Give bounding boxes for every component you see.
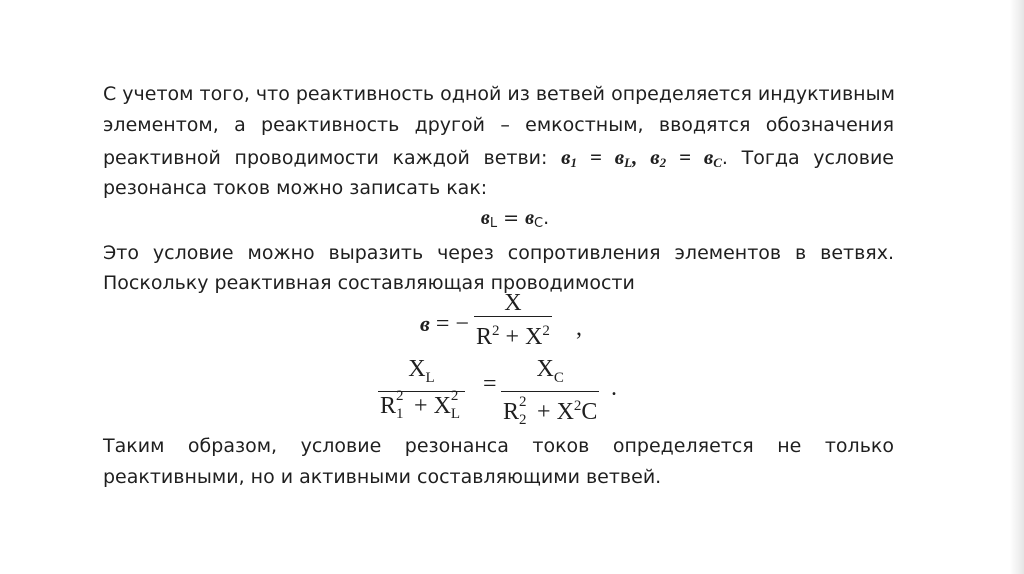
plus: + xyxy=(531,399,557,425)
paragraph-3-line-1: Таким образом, условие резонанса токов определяется не только xyxy=(103,435,894,457)
x-letter: X xyxy=(536,356,554,382)
equation-2-comma: , xyxy=(576,315,582,341)
b-letter: в xyxy=(703,145,714,169)
fraction-denominator xyxy=(378,388,465,422)
line-3-text-start: реактивной проводимости каждой ветви: xyxy=(103,147,562,169)
subscript-C: C xyxy=(534,216,544,231)
subscript-C: C xyxy=(553,370,564,386)
paragraph-1-line-4: резонанса токов можно записать как: xyxy=(103,177,488,199)
paragraph-1-line-1: С учетом того, что реактивность одной из ветвей определяется индуктивным xyxy=(103,83,895,105)
equation-3-equals: = xyxy=(483,371,497,397)
superscript-2: 2 xyxy=(492,323,500,339)
paragraph-2-line-2: Поскольку реактивная составляющая проводимости xyxy=(103,272,635,294)
line-3-text-end: . Тогда условие xyxy=(721,147,894,169)
subscript-L: L xyxy=(425,370,435,386)
b-letter: в xyxy=(650,145,660,169)
paragraph-2-line-1: Это условие можно выразить через сопротивления элементов в ветвях. xyxy=(103,242,894,264)
equals: = xyxy=(497,207,526,229)
plus: + xyxy=(408,393,434,419)
subscript-1: 1 xyxy=(396,406,404,422)
paragraph-3-line-2: реактивными, но и активными составляющими ветвей. xyxy=(103,466,662,488)
fraction-numerator xyxy=(535,356,566,391)
equals-minus: = − xyxy=(429,311,469,337)
x-letter: X xyxy=(525,324,543,350)
fraction-denominator xyxy=(474,317,552,351)
r-letter: R xyxy=(380,393,397,419)
superscript-2: 2 xyxy=(396,388,404,404)
fraction-numerator xyxy=(406,356,437,391)
equation-3-period: . xyxy=(611,375,617,401)
b-letter: в xyxy=(525,207,534,229)
x-letter: X xyxy=(556,399,574,425)
subscript-2: 2 xyxy=(659,155,667,170)
c-letter: C xyxy=(581,399,598,425)
period: . xyxy=(543,207,550,229)
fraction-numerator: X xyxy=(504,290,522,316)
superscript-2: 2 xyxy=(519,394,527,410)
equation-3-left-fraction xyxy=(378,356,465,420)
b-letter: в xyxy=(614,145,625,169)
subscript-1: 1 xyxy=(570,155,577,170)
subscript-C: C xyxy=(713,155,722,170)
b-letter: в xyxy=(561,145,571,169)
symbol-b1 xyxy=(561,145,722,169)
equation-2-fraction xyxy=(474,290,552,351)
b-letter: в xyxy=(420,311,430,336)
paragraph-1-line-2: элементом, а реактивность другой – емкостным, вводятся обозначения xyxy=(103,114,894,136)
equals: = xyxy=(666,145,704,169)
equation-3-right-fraction xyxy=(501,356,599,426)
superscript-2: 2 xyxy=(542,323,550,339)
plus: + xyxy=(499,324,526,350)
x-letter: X xyxy=(433,393,451,419)
b-letter: в xyxy=(480,207,490,229)
subscript-L: L xyxy=(450,406,461,422)
equation-2-lhs xyxy=(420,311,469,338)
subsup-1-2 xyxy=(396,388,408,422)
comma: , xyxy=(632,145,651,169)
x-letter: X xyxy=(408,356,426,382)
r-letter: R xyxy=(476,324,493,350)
subscript-2: 2 xyxy=(519,412,527,428)
slide-edge-shadow xyxy=(1010,0,1024,574)
r-letter: R xyxy=(503,399,520,425)
equation-1 xyxy=(430,207,600,231)
subsup-L-2 xyxy=(450,388,463,422)
superscript-2: 2 xyxy=(573,398,582,414)
superscript-2: 2 xyxy=(450,388,459,404)
subscript-L: L xyxy=(489,216,498,231)
subscript-L: L xyxy=(624,155,633,170)
subsup-2-2 xyxy=(519,394,531,428)
fraction-denominator xyxy=(501,392,599,426)
equals: = xyxy=(576,145,615,169)
